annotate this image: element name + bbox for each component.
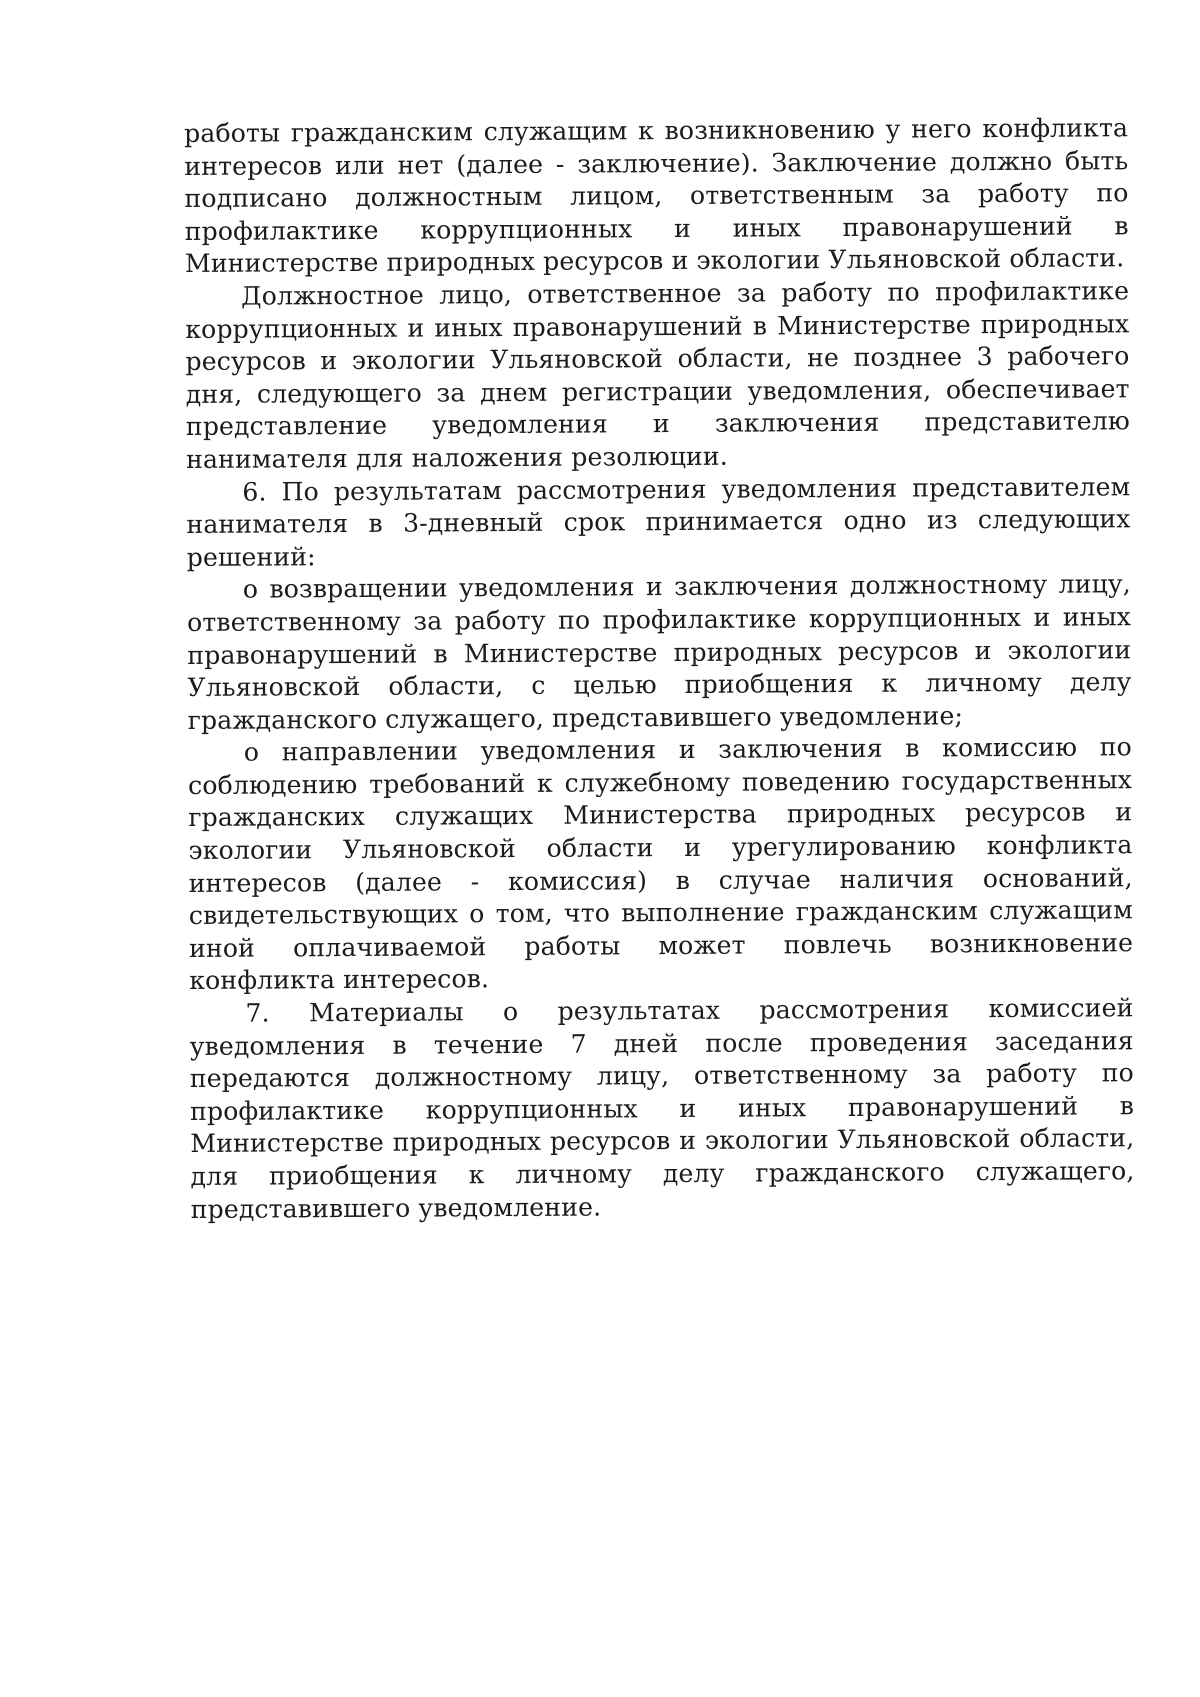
paragraph-decision-return: о возвращении уведомления и заключения должностному лицу, ответственному за работу по профилактике коррупционных и иных правонарушений в Министерстве природных ресурсов и экологии Ульяновской области, с целью приобщения к личному делу гражданского служащего, представившего уведомление; (186, 569, 1132, 735)
paragraph-conclusion-continuation: работы гражданским служащим к возникновению у него конфликта интересов или нет (далее - заключение). Заключение должно быть подписано должностным лицом, ответственным за работу по профилактике коррупционных и иных правонарушений в Министерстве природных ресурсов и экологии Ульяновской области. (184, 113, 1129, 279)
paragraph-official-submission: Должностное лицо, ответственное за работу по профилактике коррупционных и иных правонарушений в Министерстве природных ресурсов и экологии Ульяновской области, не позднее 3 рабочего дня, следующего за днем регистрации уведомления, обеспечивает представление уведомления и заключения представителю нанимателя для наложения резолюции. (185, 276, 1130, 474)
paragraph-item-7: 7. Материалы о результатах рассмотрения комиссией уведомления в течение 7 дней после проведения заседания передаются должностному лицу, ответственному за работу по профилактике коррупционных и иных правонарушений в Министерстве природных ресурсов и экологии Ульяновской области, для приобщения к личному делу гражданского служащего, представившего уведомление. (189, 993, 1135, 1224)
document-body (184, 112, 1135, 1226)
paragraph-decision-commission: о направлении уведомления и заключения в комиссию по соблюдению требований к служебному поведению государственных гражданских служащих Министерства природных ресурсов и экологии Ульяновской области и урегулированию конфликта интересов (далее - комиссия) в случае наличия оснований, свидетельствующих о том, что выполнение гражданским служащим иной оплачиваемой работы может повлечь возникновение конфликта интересов. (187, 732, 1134, 996)
paragraph-item-6: 6. По результатам рассмотрения уведомления представителем нанимателя в 3-дневный срок принимается одно из следующих решений: (186, 471, 1131, 572)
